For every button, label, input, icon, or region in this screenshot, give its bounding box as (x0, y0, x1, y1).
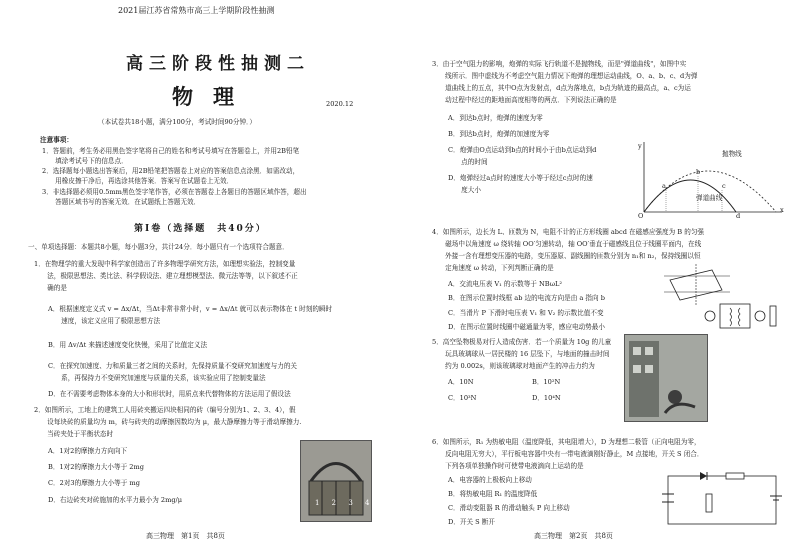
point-c-label: c (722, 182, 726, 190)
brick-clamp-illustration (301, 441, 371, 521)
q2-option-c: C．2对3的摩擦力大小等于 mg (48, 479, 140, 487)
page-2 (404, 0, 790, 550)
brick-clamp-photo (300, 440, 375, 522)
q4-option-d: D．在图示位置时线圈中磁通量为零，感应电动势最小 (448, 323, 605, 331)
notice-line: 填涂考试号下的信息点． (42, 157, 128, 165)
q6-option-c: C．滑动变阻器 R 的滑动触头 P 向上移动 (448, 504, 570, 512)
point-O-label: O (638, 212, 644, 220)
point-d-label: d (736, 212, 741, 220)
part-title: 一、单项选择题：本题共8小题，每小题3分，共计24分．每小题只有一个选项符合题意． (28, 243, 289, 251)
point-b-label: b (696, 168, 701, 176)
q6-option-b: B．将热敏电阻 R₁ 的温度降低 (448, 490, 538, 498)
question-3-stem: 3．由于空气阻力的影响，炮弹的实际飞行轨道不是抛物线，而是"弹道曲线"，如图中实 (432, 60, 687, 68)
q4-option-c: C．当滑片 P 下滑时电压表 V₁ 和 V₂ 的示数比值不变 (448, 309, 604, 317)
q1-option-a: 速度，该定义应用了极限思想方法 (48, 317, 161, 325)
question-5-stem: 约为 0.002s，则该玻璃球对地面产生的冲击力约为 (432, 362, 595, 370)
subject-title: 物理 (172, 84, 254, 109)
exam-info: （本试卷共18小题，满分100分，考试时间90分钟．） (98, 118, 256, 126)
section-title: 第Ⅰ卷（选择题 共40分） (134, 224, 267, 234)
q1-option-a: A．根据速度定义式 v = Δx/Δt，当Δt非常非常小时，v = Δx/Δt 就可以表示物体在 t 时刻的瞬时 (48, 305, 333, 313)
question-6-stem: 6．如图所示，R₁ 为热敏电阻（温度降低，其电阻增大），D 为理想二极管（正向电阻为零， (432, 438, 701, 446)
q3-option-a: A．到达b点时，炮弹的速度为零 (448, 114, 543, 122)
question-1-stem: 确的是 (34, 284, 67, 292)
q6-option-d: D．开关 S 断开 (448, 518, 495, 526)
notice-line: 2．选择题每小题选出答案后，用2B铅笔把答题卷上对应的答案信息点涂黑．如需改动， (42, 167, 300, 175)
q4-option-a: A．交流电压表 V₁ 的示数等于 NBωL² (448, 280, 562, 288)
notice-line: 答题区域书写的答案无效．在试题纸上答题无效． (42, 198, 201, 206)
question-4-stem: 外接一含有理想变压器的电路，变压器原、副线圈的匝数分别为 n₁和 n₂，保持线圈以恒 (432, 252, 701, 260)
notice-title: 注意事项： (40, 136, 73, 144)
question-4-stem: 定角速度 ω 转动，下列判断正确的是 (432, 264, 554, 272)
question-3-stem: 线所示．图中虚线为不考虑空气阻力情况下炮弹的理想运动曲线，O、a、b、c、d为弹 (432, 72, 698, 80)
q3-option-c: 点的时间 (448, 158, 488, 166)
circuit-diagram (660, 470, 784, 530)
q2-option-a: A．1对2的摩擦力方向向下 (48, 447, 128, 455)
q5-option-d: D．10⁴N (532, 394, 561, 402)
trajectory-diagram (636, 140, 786, 220)
q2-option-d: D．右边砖夹对砖施加的水平力最小为 2mg/μ (48, 496, 183, 504)
question-5-stem: 玩具玻璃球从一居民楼的 16 层坠下，与地面的撞击时间 (432, 350, 610, 358)
q3-option-b: B．到达b点时，炮弹的加速度为零 (448, 130, 550, 138)
q1-option-c: 系，再保持力不变研究加速度与质量的关系，该实验应用了控制变量法 (48, 374, 266, 382)
question-6-stem: 反向电阻无穷大），平行板电容器中央有一带电液滴刚好静止，M 点接地，开关 S 闭合． (432, 450, 704, 458)
question-1-stem: 法，极限思想法、类比法、科学假设法、建立理想模型法、微元法等等，以下叙述不正 (34, 272, 298, 280)
notice-line: 用橡皮擦干净后，再选涂其他答案．答案写在试题卷上无效． (42, 177, 234, 185)
point-a-label: a (662, 182, 666, 190)
q2-option-b: B．1对2的摩擦力大小等于 2mg (48, 463, 144, 471)
question-4-stem: 4．如图所示，边长为 L、匝数为 N，电阻不计的正方形线圈 abcd 在磁感应强度为 B 的匀强 (432, 228, 705, 236)
question-3-stem: 动过程中经过的距地面高度相等的两点．下列说法正确的是 (432, 96, 617, 104)
axis-x-label: x (780, 206, 784, 214)
building-illustration (625, 335, 707, 421)
question-6-stem: 下列各项单独操作时可使带电液滴向上运动的是 (432, 462, 584, 470)
question-2-stem: 设每块砖的质量均为 m，砖与砖夹的动摩擦因数均为 μ，最大静摩擦力等于滑动摩擦力. (34, 418, 302, 426)
parabola-label: 抛物线 (722, 150, 742, 158)
q6-option-a: A．电容器的上极板向上移动 (448, 476, 532, 484)
q5-option-c: C．10³N (448, 394, 477, 402)
notice-line: 3．非选择题必须用0.5mm黑色签字笔作答，必须在答题卷上各题目的答题区域作答，超出 (42, 188, 307, 196)
page-footer: 高三物理 第1页 共8页 (146, 532, 225, 540)
q3-option-c: C．炮弹由O点运动到b点的时间小于由b点运动到d (448, 146, 597, 154)
q5-option-a: A．10N (448, 378, 474, 386)
page-title: 高三阶段性抽测二 (126, 54, 310, 74)
q5-option-b: B．10²N (532, 378, 561, 386)
brick-numbers: 1 2 3 4 (315, 499, 375, 507)
q3-option-d: D．炮弹经过a点时的速度大小等于经过c点时的速 (448, 174, 593, 182)
q3-option-d: 度大小 (448, 186, 481, 194)
q1-option-d: D．在不需要考虑物体本身的大小和形状时，用质点来代替物体的方法运用了假设法 (48, 390, 291, 398)
ballistic-label: 弹道曲线 (696, 194, 723, 202)
axis-y-label: y (638, 142, 642, 150)
question-2-stem: 当砖夹处于平衡状态时 (34, 430, 114, 438)
question-1-stem: 1．在物理学的重大发现中科学家创造出了许多物理学研究方法，如理想实验法，控制变量 (34, 260, 296, 268)
q1-option-b: B．用 Δv/Δt 来描述速度变化快慢，采用了比值定义法 (48, 341, 208, 349)
coil-transformer-diagram (660, 262, 786, 332)
q4-option-b: B．在图示位置时线框 ab 边的电流方向是由 a 指向 b (448, 294, 605, 302)
question-3-stem: 道曲线上的五点，其中O点为发射点，d点为落地点，b点为轨迹的最高点，a、c为运 (432, 84, 691, 92)
question-2-stem: 2．如图所示，工地上的建筑工人用砖夹搬运四块相同的砖（编号分别为1、2、3、4），假 (34, 406, 296, 414)
falling-object-illustration (624, 334, 708, 422)
exam-header: 2021届江苏省常熟市高三上学期阶段性抽测 (118, 6, 275, 15)
page-footer: 高三物理 第2页 共8页 (534, 532, 613, 540)
question-4-stem: 磁场中以角速度 ω 绕转轴 OO′匀速转动，轴 OO′垂直于磁感线且位于线圈平面内，在线 (432, 240, 702, 248)
exam-date: 2020.12 (326, 100, 354, 108)
q1-option-c: C．在探究加速度、力和质量三者之间的关系时，先保持质量不变研究加速度与力的关 (48, 362, 298, 370)
question-5-stem: 5．高空坠物极易对行人造成伤害．若一个质量为 10g 的儿童 (432, 338, 612, 346)
notice-line: 1．答题前，考生务必用黑色签字笔将自己的姓名和考试号填写在答题卷上，并用2B铅笔 (42, 147, 300, 155)
page-1 (0, 0, 390, 550)
